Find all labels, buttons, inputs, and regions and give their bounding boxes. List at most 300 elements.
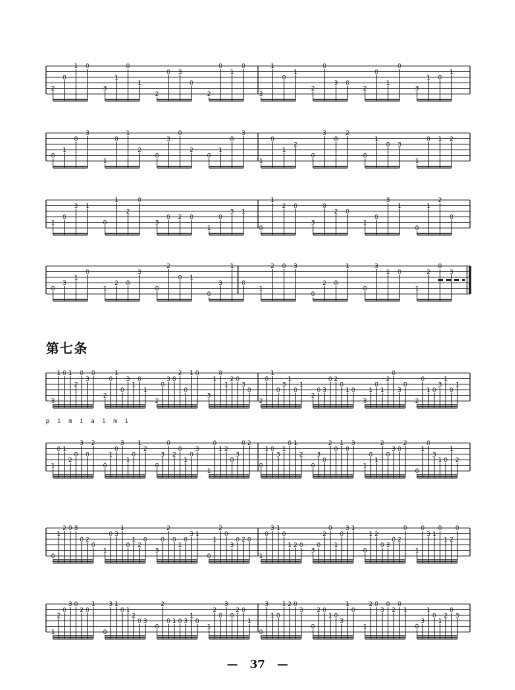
fret-number: 3 (339, 618, 344, 625)
fret-number: 0 (397, 445, 402, 453)
fret-number: 2 (316, 606, 321, 614)
fret-number: 0 (420, 375, 425, 383)
fret-number: 1 (126, 606, 130, 614)
fret-number: 3 (299, 606, 304, 614)
fret-number: 1 (259, 158, 263, 166)
fret-number: 1 (368, 530, 373, 538)
fret-number: 2 (328, 440, 333, 448)
fret-number: 2 (455, 457, 460, 464)
fret-number: 1 (62, 147, 67, 154)
fret-number: 1 (137, 80, 142, 87)
fret-number: 3 (311, 547, 315, 555)
fret-number: 3 (397, 141, 402, 149)
fret-number: 2 (230, 375, 234, 383)
fret-number: 1 (218, 445, 223, 453)
fret-number: 3 (85, 375, 90, 383)
fret-number: 0 (85, 268, 90, 276)
fret-number: 0 (137, 375, 142, 383)
fret-number: 0 (166, 440, 171, 448)
fret-number: 0 (172, 375, 177, 383)
fret-number: 3 (195, 445, 200, 453)
fret-number: 0 (126, 542, 130, 549)
fret-number: 0 (218, 370, 223, 378)
fret-number: 0 (103, 629, 107, 637)
fret-number: 2 (143, 445, 148, 453)
fret-number: 0 (189, 80, 194, 87)
fret-number: 3 (143, 618, 148, 625)
fret-number: 1 (449, 68, 454, 76)
fret-number: 0 (322, 202, 327, 210)
fret-number: 1 (276, 525, 281, 533)
fret-number: 1 (443, 536, 448, 544)
fret-number: 2 (137, 147, 142, 154)
fret-number: 0 (241, 63, 246, 71)
fret-number: 1 (247, 618, 252, 625)
fret-number: 2 (178, 214, 182, 221)
fret-number: 0 (368, 451, 373, 459)
fret-number: 3 (386, 542, 390, 549)
fret-number: 0 (235, 536, 240, 544)
fret-number: 2 (322, 530, 327, 538)
fret-number: 1 (241, 208, 246, 216)
fret-number: 2 (259, 398, 263, 406)
fret-number: 0 (328, 525, 333, 533)
fret-number: 3 (426, 530, 431, 538)
fret-number: 1 (368, 387, 373, 394)
fret-number: 0 (230, 612, 234, 620)
fret-number: 1 (51, 629, 55, 637)
fret-number: 0 (247, 536, 252, 544)
fret-number: 1 (126, 457, 130, 464)
fret-number: 3 (455, 612, 460, 620)
fret-number: 0 (432, 387, 437, 394)
fret-number: 0 (415, 468, 419, 476)
fret-number: 2 (311, 85, 315, 93)
fret-number: 1 (415, 285, 419, 293)
fret-number: 0 (276, 387, 281, 394)
fret-number: 1 (131, 536, 136, 544)
fret-number: 0 (374, 68, 379, 76)
fret-number: 3 (415, 85, 419, 93)
fret-number: 3 (449, 268, 454, 276)
fret-number: 0 (334, 445, 338, 453)
fret-number: 1 (207, 623, 211, 631)
fret-number: 0 (259, 629, 263, 637)
fret-number: 2 (207, 91, 211, 99)
fret-number: 1 (189, 274, 194, 282)
fret-number: 3 (103, 85, 107, 93)
fret-number: 2 (282, 202, 286, 210)
fingering-annotation: p i m i a i m i (46, 418, 131, 425)
fret-number: 0 (166, 214, 171, 221)
fret-number: 0 (432, 612, 437, 620)
fret-number: 0 (282, 74, 286, 82)
fret-number: 0 (276, 612, 281, 620)
fret-number: 0 (160, 381, 165, 389)
fret-number: 0 (74, 601, 78, 609)
fret-number: 1 (207, 468, 211, 476)
fret-number: 1 (189, 370, 194, 378)
fret-number: 3 (322, 130, 327, 138)
fret-number: 0 (264, 530, 269, 538)
fret-number: 0 (345, 80, 350, 87)
fret-number: 2 (363, 85, 367, 93)
fret-number: 2 (79, 606, 84, 614)
fret-number: 1 (212, 536, 217, 544)
fret-number: 1 (91, 601, 96, 609)
fret-number: 1 (380, 387, 385, 394)
fret-number: 1 (172, 618, 177, 625)
fret-number: 1 (426, 387, 431, 394)
fret-number: 1 (403, 606, 408, 614)
fret-number: 2 (74, 381, 78, 389)
fret-number: 3 (155, 219, 159, 227)
fret-number: 1 (230, 263, 234, 271)
fret-number: 0 (420, 525, 425, 533)
fret-number: 0 (403, 381, 408, 389)
fret-number: 3 (74, 202, 78, 210)
fret-number: 0 (166, 68, 171, 76)
fret-number: 0 (345, 208, 350, 216)
fret-number: 2 (334, 208, 338, 216)
fret-number: 0 (230, 135, 234, 143)
fret-number: 1 (212, 375, 217, 383)
fret-number: 0 (74, 451, 78, 459)
fret-number: 0 (397, 601, 402, 609)
fret-number: 2 (438, 197, 442, 205)
fret-number: 1 (299, 381, 304, 389)
fret-number: 0 (126, 280, 130, 287)
fret-number: 2 (443, 612, 448, 620)
fret-number: 0 (103, 462, 107, 470)
fret-number: 0 (172, 536, 177, 544)
fret-number: 0 (259, 462, 263, 470)
fret-number: 0 (131, 451, 136, 459)
fret-number: 1 (85, 202, 90, 210)
fret-number: 0 (386, 141, 390, 149)
fret-number: 3 (230, 208, 234, 216)
fret-number: 0 (126, 63, 130, 71)
fret-number: 1 (426, 202, 431, 210)
fret-number: 2 (426, 268, 431, 276)
fret-number: 0 (259, 225, 263, 233)
fret-number: 2 (155, 398, 159, 406)
fret-number: 1 (438, 135, 442, 143)
fret-number: 0 (224, 530, 229, 538)
fret-number: 0 (241, 440, 246, 448)
fret-number: 0 (391, 370, 396, 378)
fret-number: 0 (120, 387, 125, 394)
fret-number: 0 (241, 606, 246, 614)
fret-number: 0 (114, 135, 119, 143)
fret-number: 1 (287, 375, 292, 383)
fret-number: 1 (363, 623, 367, 631)
fret-number: 1 (103, 547, 107, 555)
fret-number: 0 (282, 530, 286, 538)
fret-number: 3 (108, 601, 113, 609)
fret-number: 1 (270, 197, 275, 205)
fret-number: 0 (351, 606, 356, 614)
fret-number: 0 (178, 618, 182, 625)
fret-number: 1 (264, 445, 269, 453)
fret-number: 0 (183, 387, 188, 394)
fret-number: 3 (397, 387, 402, 394)
fret-number: 1 (62, 445, 67, 453)
fret-number: 1 (282, 445, 286, 453)
fret-number: 0 (270, 135, 275, 143)
fret-number: 0 (449, 606, 454, 614)
fret-number: 0 (264, 375, 269, 383)
fret-number: 0 (270, 445, 275, 453)
fret-number: 2 (403, 440, 408, 448)
fret-number: 2 (85, 536, 90, 544)
fret-number: 1 (270, 370, 275, 378)
fret-number: 0 (322, 63, 327, 71)
fret-number: 0 (311, 623, 315, 631)
fret-number: 1 (230, 68, 234, 76)
fret-number: 1 (183, 457, 188, 464)
fret-number: 2 (241, 536, 246, 544)
footer-dash-left: — (226, 658, 238, 671)
fret-number: 2 (247, 440, 252, 448)
fret-number: 1 (282, 147, 286, 154)
fret-number: 0 (230, 457, 234, 464)
fret-number: 0 (91, 542, 96, 549)
fret-number: 1 (363, 219, 367, 227)
fret-number: 0 (137, 197, 142, 205)
fret-number: 0 (438, 525, 442, 533)
fret-number: 1 (131, 381, 136, 389)
fret-number: 0 (85, 606, 90, 614)
fret-number: 1 (68, 370, 73, 378)
fret-number: 1 (374, 457, 379, 464)
fret-number: 1 (103, 158, 107, 166)
fret-number: 3 (374, 263, 379, 271)
fret-number: 0 (415, 225, 419, 233)
fret-number: 3 (230, 542, 234, 549)
fret-number: 3 (391, 445, 396, 453)
fret-number: 3 (322, 387, 327, 394)
fret-number: 0 (74, 135, 78, 143)
fret-number: 0 (282, 263, 286, 271)
fret-number: 1 (449, 445, 454, 453)
fret-number: 0 (322, 606, 327, 614)
fret-number: 3 (166, 135, 171, 143)
fret-number: 3 (311, 219, 315, 227)
fret-number: 0 (62, 74, 67, 82)
fret-number: 0 (311, 291, 315, 299)
fret-number: 1 (51, 462, 55, 470)
fret-number: 0 (51, 553, 55, 561)
fret-number: 2 (299, 451, 304, 459)
fret-number: 3 (386, 197, 390, 205)
fret-number: 3 (137, 268, 142, 276)
fret-number: 1 (374, 135, 379, 143)
fret-number: 3 (241, 381, 246, 389)
fret-number: 3 (68, 601, 73, 609)
fret-number: 1 (351, 525, 356, 533)
fret-number: 0 (51, 152, 55, 160)
fret-number: 3 (380, 606, 385, 614)
fret-number: 0 (293, 387, 298, 394)
fret-number: 1 (432, 530, 437, 538)
fret-number: 0 (68, 525, 73, 533)
fret-number: 0 (438, 74, 442, 82)
fret-number: 0 (386, 601, 390, 609)
fret-number: 3 (120, 440, 125, 448)
fret-number: 0 (195, 370, 200, 378)
fret-number: 1 (178, 542, 182, 549)
fret-number: 0 (345, 445, 350, 453)
fret-number: 1 (137, 440, 142, 448)
fret-number: 0 (339, 530, 344, 538)
fret-number: 2 (68, 457, 73, 464)
fret-number: 1 (74, 63, 78, 71)
section-title: 第七条 (46, 342, 89, 357)
fret-number: 0 (426, 135, 431, 143)
fret-number: 1 (114, 197, 119, 205)
fret-number: 3 (334, 80, 338, 87)
page-footer (0, 658, 515, 671)
fret-number: 3 (155, 547, 159, 555)
fret-number: 0 (293, 601, 298, 609)
fret-number: 1 (143, 387, 148, 394)
fret-number: 1 (114, 601, 119, 609)
fret-number: 2 (131, 612, 136, 620)
fret-number: 0 (79, 370, 84, 378)
fret-number: 2 (235, 606, 240, 614)
fret-number: 3 (270, 525, 275, 533)
fret-number: 0 (62, 370, 67, 378)
fret-number: 0 (235, 375, 240, 383)
fret-number: 3 (166, 375, 171, 383)
fret-number: 3 (235, 451, 240, 459)
fret-number: 2 (189, 147, 194, 154)
fret-number: 2 (114, 280, 119, 287)
fret-number: 1 (207, 225, 211, 233)
fret-number: 3 (218, 280, 223, 287)
fret-number: 1 (328, 612, 333, 620)
fret-number: 0 (322, 457, 327, 464)
fret-number: 2 (345, 130, 350, 138)
fret-number: 0 (363, 547, 367, 555)
fret-number: 0 (363, 285, 367, 293)
fret-number: 1 (386, 268, 390, 276)
fret-number: 3 (114, 530, 119, 538)
fret-number: 0 (380, 542, 385, 549)
fret-number: 3 (316, 451, 321, 459)
fret-number: 2 (287, 601, 292, 609)
fret-number: 0 (155, 152, 159, 160)
fret-number: 1 (120, 525, 125, 533)
fret-number: 3 (432, 451, 437, 459)
fret-number: 0 (160, 536, 165, 544)
fret-number: 2 (311, 392, 315, 400)
page-number: 37 (249, 658, 266, 671)
fret-number: 0 (207, 553, 211, 561)
fret-number: 0 (328, 375, 333, 383)
fret-number: 1 (114, 74, 119, 82)
fret-number: 3 (293, 263, 298, 271)
fret-number: 0 (363, 152, 367, 160)
fret-number: 0 (166, 618, 171, 625)
fret-number: 0 (183, 536, 188, 544)
fret-number: 2 (91, 440, 96, 448)
fret-number: 2 (270, 263, 275, 271)
fret-number: 1 (51, 219, 55, 227)
fret-number: 1 (293, 68, 298, 76)
fret-number: 3 (79, 440, 84, 448)
fret-number: 0 (316, 542, 321, 549)
fret-number: 3 (282, 381, 286, 389)
fret-number: 0 (114, 445, 119, 453)
fret-number: 0 (299, 542, 304, 549)
fret-number: 0 (51, 285, 55, 293)
fret-number: 1 (415, 158, 419, 166)
fret-number: 0 (449, 214, 454, 221)
fret-number: 3 (259, 91, 263, 99)
fret-number: 3 (438, 381, 442, 389)
fret-number: 2 (368, 601, 373, 609)
fret-number: 2 (166, 263, 171, 271)
fret-number: 3 (207, 392, 211, 400)
fret-number: 0 (189, 214, 194, 221)
fret-number: 3 (178, 68, 182, 76)
fret-number: 0 (293, 202, 298, 210)
fret-number: 1 (386, 80, 390, 87)
fret-number: 2 (293, 542, 298, 549)
fret-number: 3 (160, 451, 165, 459)
fret-number: 0 (178, 130, 182, 138)
fret-number: 0 (374, 381, 379, 389)
fret-number: 0 (374, 601, 379, 609)
fret-number: 2 (374, 530, 379, 538)
fret-number: 0 (207, 152, 211, 160)
fret-number: 0 (137, 618, 142, 625)
fret-number: 1 (114, 370, 119, 378)
fret-number: 0 (155, 462, 159, 470)
fret-number: 1 (293, 440, 298, 448)
fret-number: 1 (56, 530, 61, 538)
fret-number: 2 (322, 280, 327, 287)
fret-number: 0 (415, 623, 419, 631)
fret-number: 3 (345, 525, 350, 533)
fret-number: 0 (438, 263, 442, 271)
fret-number: 3 (420, 618, 425, 625)
fret-number: 0 (103, 219, 107, 227)
fret-number: 2 (386, 375, 390, 383)
fret-number: 0 (455, 525, 460, 533)
fret-number: 2 (415, 398, 419, 406)
fret-number: 0 (189, 451, 194, 459)
fret-number: 0 (351, 387, 356, 394)
fret-number: 0 (178, 445, 182, 453)
fret-number: 1 (103, 285, 107, 293)
fret-number: 2 (224, 445, 229, 453)
fret-number: 0 (108, 375, 113, 383)
fret-number: 0 (85, 451, 90, 459)
fret-number: 0 (207, 291, 211, 299)
fret-number: 2 (334, 375, 338, 383)
fret-number: 0 (287, 440, 292, 448)
fret-number: 0 (334, 135, 338, 143)
fret-number: 0 (212, 440, 217, 448)
fret-number: 1 (426, 606, 431, 614)
fret-number: 0 (391, 536, 396, 544)
fret-number: 0 (397, 63, 402, 71)
fret-number: 0 (218, 612, 223, 620)
fret-number: 1 (363, 462, 367, 470)
